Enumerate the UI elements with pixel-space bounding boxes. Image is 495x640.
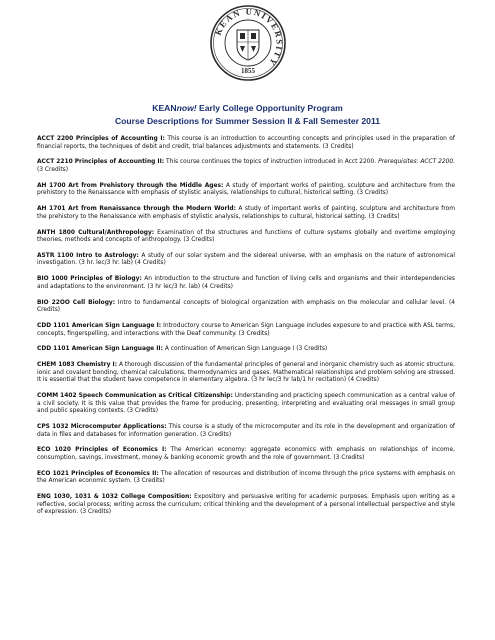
course-entry [37,253,455,268]
course-entry [37,206,455,221]
course-entry [37,323,455,338]
course-name: ECO 1021 Principles of Economics II: [37,470,159,477]
course-description: Expository and persuasive writing for academic purposes. Emphasis upon writing as a reflective, social process; writing across the curriculum; critical thinking and the development of a personal intellectual perspective and style of expression. [37,494,456,516]
course-entry [37,362,455,385]
course-entry [37,159,455,174]
course-credits: (3 Credits) [320,143,354,150]
course-description: A continuation of American Sign Language I [162,346,295,353]
course-name: ASTR 1100 Intro to Astrology: [37,252,139,259]
program-title-rest: Early College Opportunity Program [196,103,343,113]
course-entry [37,230,455,245]
course-description: This course is a study of the microcomputer and its role in the development and organization of data in files and databases for information generation. [37,424,455,438]
course-credits: (3 Credits) [198,431,232,438]
course-description: Intro to fundamental concepts of biological organization with emphasis on the molecular and cellular level. [115,299,447,306]
course-list [37,136,455,525]
course-entry [37,447,455,462]
course-description: A thorough discussion of the fundamental principles of general and inorganic chemistry such as atomic structure, ionic and covalent bonding, chemical calculations, thermodynamics and gases. Mathematical relationships and problem solving are stressed. It is essential that the student have competence in elementary algebra. (3 hr lec/3 hr lab/1 hr recitation) [37,362,455,384]
course-description: The American economy: aggregate economics with emphasis on relationships of income, consumption, savings, investment, money & banking economic growth and the role of government. [37,447,455,462]
course-description: Understanding and practicing speech communication as a central value of a civil society. It is this value that provides the frame for producing, presenting, interpreting and evaluating oral messages in small group and public speaking contexts. [37,393,455,415]
svg-text:1855: 1855 [241,67,255,75]
course-entry [37,424,455,439]
kean-university-seal [209,4,287,82]
course-credits: (3 Credits) [355,190,388,197]
course-entry [37,276,455,291]
course-credits: (4 Credits) [132,260,166,267]
program-brand-italic: now! [176,103,197,113]
course-credits: (3 Credits) [181,237,215,244]
course-credits: (3 Credits) [78,509,112,516]
course-name: CDD 1101 American Sign Language I: [37,323,162,329]
course-description: This course continues the topics of instruction introduced in Acct 2200. [164,159,379,166]
course-credits: (4 Credits) [37,299,455,314]
course-entry [37,346,455,354]
course-description: Introductory course to American Sign Language includes exposure to and practice with ASL terms, concepts, fingerspelling, and interactions with the Deaf community. [37,323,455,337]
course-name: CDD 1101 American Sign Language II: [37,346,163,353]
course-description: A study of our solar system and the sidereal universe, with an emphasis on the nature of astronomical investigation. (3 hr. lec/3 hr. lab) [37,252,455,267]
course-name: ANTH 1800 Cultural/Anthropology: [37,229,155,236]
document-subtitle: Course Descriptions for Summer Session II & Fall Semester 2011 [114,116,381,126]
course-name: BIO 22OO Cell Biology: [37,299,116,306]
course-prerequisites: Prerequisites: ACCT 2200. [378,159,455,166]
course-credits: (3 Credits) [37,166,69,173]
course-credits: (3 Credits) [236,330,270,337]
course-description: A study of important works of painting, sculpture and architecture from the prehistory to the Renaissance with emphasis of stylistic analysis, relationships to cultural, historical setting. [37,206,455,220]
course-entry [37,393,455,416]
course-name: CPS 1032 Microcomputer Applications: [37,424,167,431]
course-description: This course is an introduction to accounting concepts and principles used in the preparation of financial reports, the techniques of debit and credit, trial balances adjustments and statements. [37,136,455,150]
course-credits: (4 Credits) [346,377,380,384]
course-credits: (3 Credits) [331,455,365,462]
course-entry [37,183,455,198]
course-description: The allocation of resources and distribution of income through the price systems with emphasis on the American economic system. [37,470,455,485]
course-entry [37,136,455,151]
course-name: ACCT 2210 Principles of Accounting II: [37,159,165,166]
course-credits: (3 Credits) [131,478,165,485]
course-name: COMM 1402 Speech Communication as Critical Citizenship: [37,393,233,400]
course-name: ECO 1020 Principles of Economics I: [37,447,167,454]
course-credits: (3 Credits) [294,346,328,353]
course-credits: (3 Credits) [125,408,159,415]
program-title [0,103,495,113]
course-name: ENG 1030, 1031 & 1032 College Composition: [37,494,192,501]
program-brand: KEAN [152,103,177,113]
course-name: BIO 1000 Principles of Biology: [37,276,142,283]
course-description: Examination of the structures and functions of culture systems globally and overtime employing theories, methods and concepts of anthropology. [37,229,455,244]
course-name: ACCT 2200 Principles of Accounting I: [37,136,165,142]
course-entry [37,300,455,315]
course-credits: (3 Credits) [366,213,400,220]
course-name: CHEM 1083 Chemistry I: [37,362,118,369]
course-credits: (4 Credits) [200,283,233,290]
course-entry [37,471,455,486]
svg-text:KEAN UNIVERSITY: KEAN UNIVERSITY [212,6,285,69]
course-description: An introduction to the structure and function of living cells and organisms and their interdependencies and adaptations to the environment. (3 hr lec/3 hr. lab) [37,276,455,290]
course-name: AH 1701 Art from Renaissance through the Modern World: [37,206,236,213]
course-entry [37,494,455,517]
course-description: A study of important works of painting, sculpture and architecture from the prehistory to the Renaissance with emphasis of stylistic analysis, relationships to cultural, historical setting. [37,182,455,197]
course-name: AH 1700 Art from Prehistory through the Middle Ages: [37,182,224,189]
